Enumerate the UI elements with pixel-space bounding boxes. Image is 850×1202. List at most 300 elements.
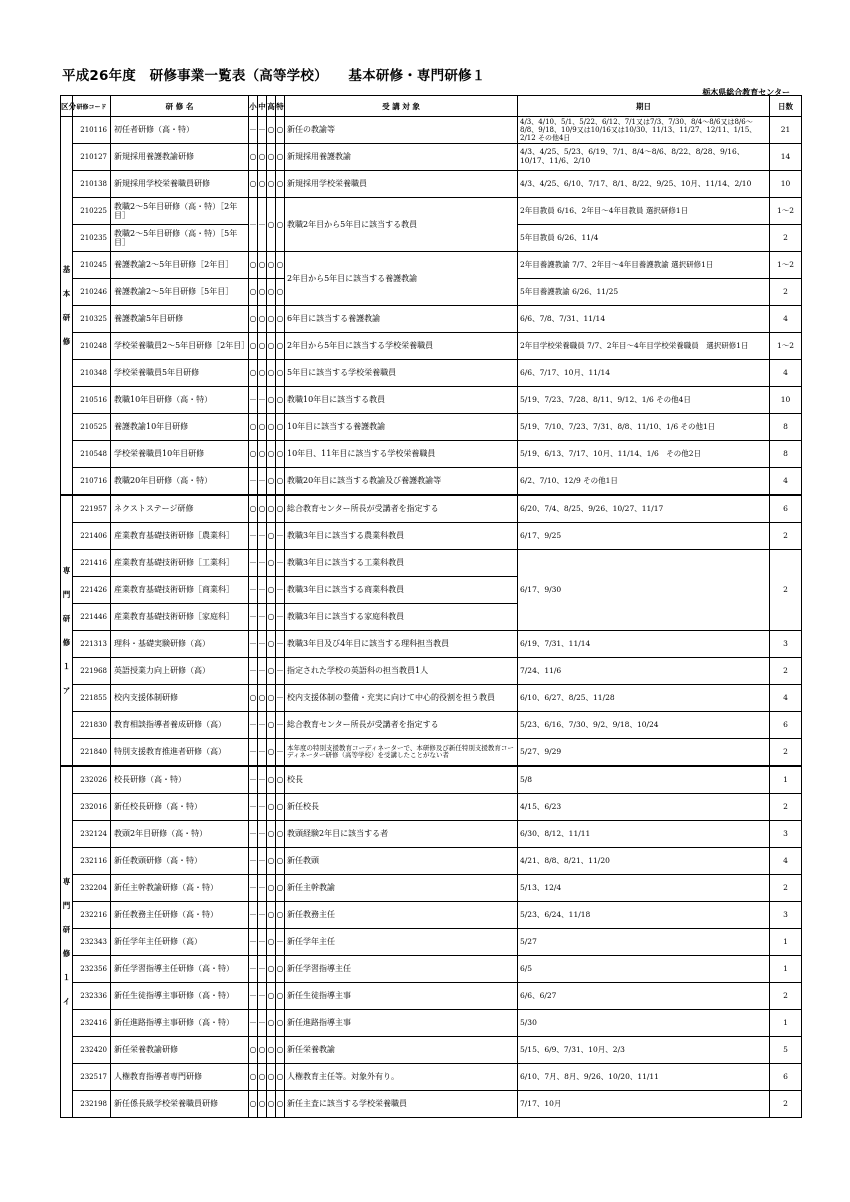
table-row (61, 1064, 802, 1091)
mark-toku: ○ (276, 360, 285, 387)
days: 6 (770, 495, 802, 523)
mark-sho: － (249, 929, 258, 956)
days: 4 (770, 685, 802, 712)
mark-ko: ○ (267, 577, 276, 604)
training-code: 232198 (73, 1091, 111, 1118)
training-code: 221416 (73, 550, 111, 577)
mark-chu: － (258, 604, 267, 631)
table-row (61, 821, 802, 848)
training-name: 新任栄養教諭研修 (111, 1037, 249, 1064)
target: 総合教育センター所長が受講者を指定する (285, 712, 518, 739)
mark-ko: ○ (267, 604, 276, 631)
period: 5年目教員 6/26、11/4 (518, 225, 770, 252)
mark-ko: ○ (267, 821, 276, 848)
mark-ko: ○ (267, 495, 276, 523)
mark-toku: － (276, 577, 285, 604)
training-name: 校内支援体制研修 (111, 685, 249, 712)
target: 教頭経験2年目に該当する者 (285, 821, 518, 848)
mark-chu: ○ (258, 144, 267, 171)
section-label-specialized-1i: 専 門 研 修 １ イ (61, 766, 73, 1118)
training-name: 産業教育基礎技術研修［農業科］ (111, 523, 249, 550)
target: 6年目に該当する養護教諭 (285, 306, 518, 333)
table-row (61, 712, 802, 739)
training-name: 学校栄養職員5年目研修 (111, 360, 249, 387)
target: 校内支援体制の整備・充実に向けて中心的役割を担う教員 (285, 685, 518, 712)
header-target: 受 講 対 象 (285, 96, 518, 117)
mark-chu: － (258, 468, 267, 496)
training-name: 学校栄養職員10年目研修 (111, 441, 249, 468)
period: 4/3、4/25、5/23、6/19、7/1、8/4～8/6、8/22、8/28、9/16、10/17、11/6、2/10 (518, 144, 770, 171)
mark-sho: － (249, 875, 258, 902)
header-days: 日数 (770, 96, 802, 117)
target: 新任教務主任 (285, 902, 518, 929)
mark-ko: ○ (267, 306, 276, 333)
period: 5/19、7/23、7/28、8/11、9/12、1/6 その他4日 (518, 387, 770, 414)
table-row (61, 739, 802, 767)
period: 5/19、6/13、7/17、10月、11/14、1/6 その他2日 (518, 441, 770, 468)
mark-toku: ○ (276, 468, 285, 496)
training-code: 221957 (73, 495, 111, 523)
mark-sho: － (249, 739, 258, 767)
mark-chu: ○ (258, 306, 267, 333)
mark-chu: － (258, 631, 267, 658)
mark-toku: ○ (276, 495, 285, 523)
header-period: 期日 (518, 96, 770, 117)
target: 新任校長 (285, 794, 518, 821)
mark-toku: ○ (276, 198, 285, 252)
table-row (61, 198, 802, 225)
mark-sho: － (249, 468, 258, 496)
period: 4/3、4/10、5/1、5/22、6/12、7/1又は7/3、7/30、8/4～8/6又は8/6～8/8、9/18、10/9又は10/16又は10/30、11/13、11/27、12/11、1/15、2/12 その他4日 (518, 117, 770, 144)
training-code: 210348 (73, 360, 111, 387)
table-row (61, 144, 802, 171)
training-code: 210246 (73, 279, 111, 306)
target: 教職3年目に該当する農業科教員 (285, 523, 518, 550)
target: 新任栄養教諭 (285, 1037, 518, 1064)
days: 2 (770, 279, 802, 306)
training-name: 新任主幹教諭研修（高・特） (111, 875, 249, 902)
mark-chu: － (258, 198, 267, 252)
target: 教職3年目に該当する商業科教員 (285, 577, 518, 604)
training-code: 232204 (73, 875, 111, 902)
mark-sho: － (249, 848, 258, 875)
training-code: 210516 (73, 387, 111, 414)
training-code: 210127 (73, 144, 111, 171)
days: 1 (770, 956, 802, 983)
days: 14 (770, 144, 802, 171)
training-code: 221426 (73, 577, 111, 604)
training-name: 新任教務主任研修（高・特） (111, 902, 249, 929)
mark-ko: ○ (267, 360, 276, 387)
training-name: 教頭2年目研修（高・特） (111, 821, 249, 848)
days: 10 (770, 387, 802, 414)
training-name: 新任生徒指導主事研修（高・特） (111, 983, 249, 1010)
table-row (61, 685, 802, 712)
mark-toku: ○ (276, 252, 285, 279)
training-name: 教職2～5年目研修（高・特）［5年目］ (111, 225, 249, 252)
days: 2 (770, 739, 802, 767)
training-code: 221968 (73, 658, 111, 685)
mark-chu: － (258, 794, 267, 821)
days: 4 (770, 306, 802, 333)
days: 21 (770, 117, 802, 144)
mark-toku: ○ (276, 821, 285, 848)
target: 2年目から5年目に該当する学校栄養職員 (285, 333, 518, 360)
period: 7/24、11/6 (518, 658, 770, 685)
days: 4 (770, 360, 802, 387)
mark-toku: ○ (276, 875, 285, 902)
table-row (61, 631, 802, 658)
mark-chu: － (258, 1010, 267, 1037)
target: 教職3年目に該当する家庭科教員 (285, 604, 518, 631)
table-row (61, 441, 802, 468)
days: 8 (770, 414, 802, 441)
mark-toku: ○ (276, 1037, 285, 1064)
mark-sho: ○ (249, 1064, 258, 1091)
period: 6/6、6/27 (518, 983, 770, 1010)
days: 6 (770, 712, 802, 739)
training-name: ネクストステージ研修 (111, 495, 249, 523)
mark-ko: ○ (267, 685, 276, 712)
mark-ko: ○ (267, 333, 276, 360)
mark-toku: ○ (276, 956, 285, 983)
training-name: 教職20年目研修（高・特） (111, 468, 249, 496)
training-code: 232116 (73, 848, 111, 875)
target: 新任主幹教諭 (285, 875, 518, 902)
mark-chu: － (258, 712, 267, 739)
period: 5/13、12/4 (518, 875, 770, 902)
training-name: 教職10年目研修（高・特） (111, 387, 249, 414)
days: 2 (770, 550, 802, 631)
training-code: 210116 (73, 117, 111, 144)
mark-ko: ○ (267, 441, 276, 468)
table-row (61, 387, 802, 414)
period: 4/15、6/23 (518, 794, 770, 821)
table-row (61, 848, 802, 875)
period: 6/6、7/17、10月、11/14 (518, 360, 770, 387)
mark-chu: － (258, 577, 267, 604)
days: 4 (770, 468, 802, 496)
mark-ko: ○ (267, 929, 276, 956)
table-row (61, 468, 802, 496)
mark-sho: － (249, 631, 258, 658)
period: 5/8 (518, 766, 770, 794)
mark-ko: ○ (267, 1064, 276, 1091)
mark-ko: ○ (267, 739, 276, 767)
training-table (60, 95, 802, 1118)
mark-ko: ○ (267, 198, 276, 252)
days: 2 (770, 983, 802, 1010)
table-row (61, 929, 802, 956)
mark-chu: ○ (258, 360, 267, 387)
mark-ko: ○ (267, 1091, 276, 1118)
mark-sho: ○ (249, 333, 258, 360)
target: 教職10年目に該当する教員 (285, 387, 518, 414)
mark-toku: ○ (276, 306, 285, 333)
days: 3 (770, 821, 802, 848)
period: 6/5 (518, 956, 770, 983)
mark-sho: － (249, 117, 258, 144)
mark-sho: － (249, 821, 258, 848)
training-name: 養護教諭5年目研修 (111, 306, 249, 333)
training-name: 特別支援教育推進者研修（高） (111, 739, 249, 767)
mark-toku: ○ (276, 117, 285, 144)
days: 8 (770, 441, 802, 468)
header-row (61, 96, 802, 117)
mark-chu: ○ (258, 414, 267, 441)
mark-chu: － (258, 739, 267, 767)
target: 5年目に該当する学校栄養職員 (285, 360, 518, 387)
training-code: 210525 (73, 414, 111, 441)
table-row (61, 956, 802, 983)
mark-toku: ○ (276, 1064, 285, 1091)
training-code: 210138 (73, 171, 111, 198)
days: 6 (770, 1064, 802, 1091)
mark-sho: ○ (249, 144, 258, 171)
target: 教職20年目に該当する教諭及び養護教諭等 (285, 468, 518, 496)
target: 新任教頭 (285, 848, 518, 875)
table-row (61, 1010, 802, 1037)
mark-ko: ○ (267, 875, 276, 902)
mark-toku: － (276, 604, 285, 631)
mark-ko: ○ (267, 414, 276, 441)
target: 教職2年目から5年目に該当する教員 (285, 198, 518, 252)
table-row (61, 1037, 802, 1064)
period: 2年目教員 6/16、2年目～4年目教員 選択研修1日 (518, 198, 770, 225)
training-code: 210235 (73, 225, 111, 252)
training-name: 新規採用学校栄養職員研修 (111, 171, 249, 198)
period: 5/30 (518, 1010, 770, 1037)
target: 人権教育主任等。対象外有り。 (285, 1064, 518, 1091)
target: 教職3年目に該当する工業科教員 (285, 550, 518, 577)
mark-toku: － (276, 739, 285, 767)
period: 6/17、9/30 (518, 550, 770, 631)
page-title: 平成26年度 研修事業一覧表（高等学校） 基本研修・専門研修１ (62, 68, 486, 84)
mark-chu: ○ (258, 441, 267, 468)
mark-toku: ○ (276, 766, 285, 794)
mark-toku: － (276, 658, 285, 685)
mark-chu: － (258, 875, 267, 902)
mark-sho: ○ (249, 1037, 258, 1064)
mark-chu: ○ (258, 171, 267, 198)
training-code: 221313 (73, 631, 111, 658)
training-code: 210248 (73, 333, 111, 360)
training-code: 221830 (73, 712, 111, 739)
table-row (61, 658, 802, 685)
training-code: 221855 (73, 685, 111, 712)
mark-toku: ○ (276, 848, 285, 875)
table-row (61, 794, 802, 821)
header-toku: 特 (276, 96, 285, 117)
mark-toku: ○ (276, 441, 285, 468)
period: 2年目養護教諭 7/7、2年目～4年目養護教諭 選択研修1日 (518, 252, 770, 279)
days: 1 (770, 766, 802, 794)
period: 6/20、7/4、8/25、9/26、10/27、11/17 (518, 495, 770, 523)
mark-toku: ○ (276, 414, 285, 441)
mark-toku: － (276, 929, 285, 956)
training-name: 教育相談指導者養成研修（高） (111, 712, 249, 739)
training-code: 232336 (73, 983, 111, 1010)
mark-sho: － (249, 983, 258, 1010)
table-row (61, 766, 802, 794)
training-name: 養護教諭10年目研修 (111, 414, 249, 441)
header-category: 区分 (61, 96, 73, 117)
header-code: 研修コード (73, 96, 111, 117)
table-row (61, 983, 802, 1010)
table-row (61, 414, 802, 441)
training-name: 新任進路指導主事研修（高・特） (111, 1010, 249, 1037)
days: 2 (770, 875, 802, 902)
table-row (61, 550, 802, 577)
mark-chu: ○ (258, 1037, 267, 1064)
table-row (61, 875, 802, 902)
training-name: 初任者研修（高・特） (111, 117, 249, 144)
period: 6/10、6/27、8/25、11/28 (518, 685, 770, 712)
mark-sho: ○ (249, 306, 258, 333)
mark-chu: ○ (258, 333, 267, 360)
mark-sho: ○ (249, 171, 258, 198)
mark-chu: － (258, 821, 267, 848)
mark-ko: ○ (267, 766, 276, 794)
target: 総合教育センター所長が受講者を指定する (285, 495, 518, 523)
table-row (61, 117, 802, 144)
mark-ko: ○ (267, 117, 276, 144)
days: 3 (770, 631, 802, 658)
period: 5/27 (518, 929, 770, 956)
training-name: 新規採用養護教諭研修 (111, 144, 249, 171)
training-name: 校長研修（高・特） (111, 766, 249, 794)
target: 指定された学校の英語科の担当教員1人 (285, 658, 518, 685)
training-name: 新任校長研修（高・特） (111, 794, 249, 821)
table-row (61, 306, 802, 333)
training-code: 210716 (73, 468, 111, 496)
mark-chu: － (258, 658, 267, 685)
mark-toku: － (276, 550, 285, 577)
table-row (61, 902, 802, 929)
table-row (61, 333, 802, 360)
table-row (61, 252, 802, 279)
training-name: 英語授業力向上研修（高） (111, 658, 249, 685)
period: 6/10、7月、8月、9/26、10/20、11/11 (518, 1064, 770, 1091)
mark-toku: ○ (276, 279, 285, 306)
mark-ko: ○ (267, 171, 276, 198)
target: 校長 (285, 766, 518, 794)
mark-ko: ○ (267, 1010, 276, 1037)
period: 4/3、4/25、6/10、7/17、8/1、8/22、9/25、10月、11/14、2/10 (518, 171, 770, 198)
header-chu: 中 (258, 96, 267, 117)
mark-ko: ○ (267, 902, 276, 929)
mark-chu: － (258, 929, 267, 956)
period: 5/27、9/29 (518, 739, 770, 767)
days: 2 (770, 225, 802, 252)
training-code: 232016 (73, 794, 111, 821)
mark-sho: ○ (249, 252, 258, 279)
mark-sho: － (249, 604, 258, 631)
period: 6/17、9/25 (518, 523, 770, 550)
mark-chu: － (258, 387, 267, 414)
mark-toku: ○ (276, 144, 285, 171)
days: 10 (770, 171, 802, 198)
training-code: 232026 (73, 766, 111, 794)
period: 4/21、8/8、8/21、11/20 (518, 848, 770, 875)
mark-chu: － (258, 550, 267, 577)
mark-toku: ○ (276, 171, 285, 198)
mark-sho: － (249, 766, 258, 794)
training-code: 232416 (73, 1010, 111, 1037)
target: 本年度の特別支援教育コーディネーターで、本研修及び新任特別支援教育コーディネーター研修（高等学校）を受講したことがない者 (285, 739, 518, 767)
mark-sho: － (249, 1010, 258, 1037)
days: 2 (770, 523, 802, 550)
training-name: 教職2～5年目研修（高・特）［2年目］ (111, 198, 249, 225)
target: 教職3年目及び4年目に該当する理科担当教員 (285, 631, 518, 658)
target: 新任学習指導主任 (285, 956, 518, 983)
mark-sho: － (249, 387, 258, 414)
mark-sho: ○ (249, 495, 258, 523)
mark-chu: － (258, 117, 267, 144)
mark-ko: ○ (267, 848, 276, 875)
training-name: 産業教育基礎技術研修［商業科］ (111, 577, 249, 604)
training-code: 232343 (73, 929, 111, 956)
days: 4 (770, 848, 802, 875)
mark-ko: ○ (267, 1037, 276, 1064)
training-code: 232216 (73, 902, 111, 929)
target: 新任進路指導主事 (285, 1010, 518, 1037)
mark-chu: － (258, 983, 267, 1010)
days: 1 (770, 929, 802, 956)
header-sho: 小 (249, 96, 258, 117)
mark-chu: ○ (258, 685, 267, 712)
header-ko: 高 (267, 96, 276, 117)
period: 6/30、8/12、11/11 (518, 821, 770, 848)
mark-chu: ○ (258, 279, 267, 306)
mark-ko: ○ (267, 658, 276, 685)
mark-ko: ○ (267, 550, 276, 577)
period: 5/23、6/16、7/30、9/2、9/18、10/24 (518, 712, 770, 739)
table-row (61, 495, 802, 523)
target: 新任学年主任 (285, 929, 518, 956)
mark-sho: ○ (249, 279, 258, 306)
mark-toku: ○ (276, 333, 285, 360)
mark-sho: ○ (249, 685, 258, 712)
period: 7/17、10月 (518, 1091, 770, 1118)
training-code: 232124 (73, 821, 111, 848)
mark-toku: － (276, 631, 285, 658)
training-name: 新任教頭研修（高・特） (111, 848, 249, 875)
training-name: 理科・基礎実験研修（高） (111, 631, 249, 658)
mark-toku: － (276, 712, 285, 739)
mark-sho: ○ (249, 1091, 258, 1118)
table-row (61, 523, 802, 550)
period: 6/2、7/10、12/9 その他1日 (518, 468, 770, 496)
mark-sho: － (249, 550, 258, 577)
training-code: 210245 (73, 252, 111, 279)
mark-sho: － (249, 198, 258, 252)
mark-ko: ○ (267, 387, 276, 414)
training-code: 232356 (73, 956, 111, 983)
training-code: 221446 (73, 604, 111, 631)
mark-toku: ○ (276, 902, 285, 929)
target: 新規採用学校栄養職員 (285, 171, 518, 198)
target: 2年目から5年目に該当する養護教諭 (285, 252, 518, 306)
training-code: 221406 (73, 523, 111, 550)
mark-ko: ○ (267, 468, 276, 496)
mark-toku: ○ (276, 1091, 285, 1118)
training-name: 人権教育指導者専門研修 (111, 1064, 249, 1091)
target: 10年目、11年目に該当する学校栄養職員 (285, 441, 518, 468)
mark-ko: ○ (267, 279, 276, 306)
target: 新任の教諭等 (285, 117, 518, 144)
mark-ko: ○ (267, 523, 276, 550)
